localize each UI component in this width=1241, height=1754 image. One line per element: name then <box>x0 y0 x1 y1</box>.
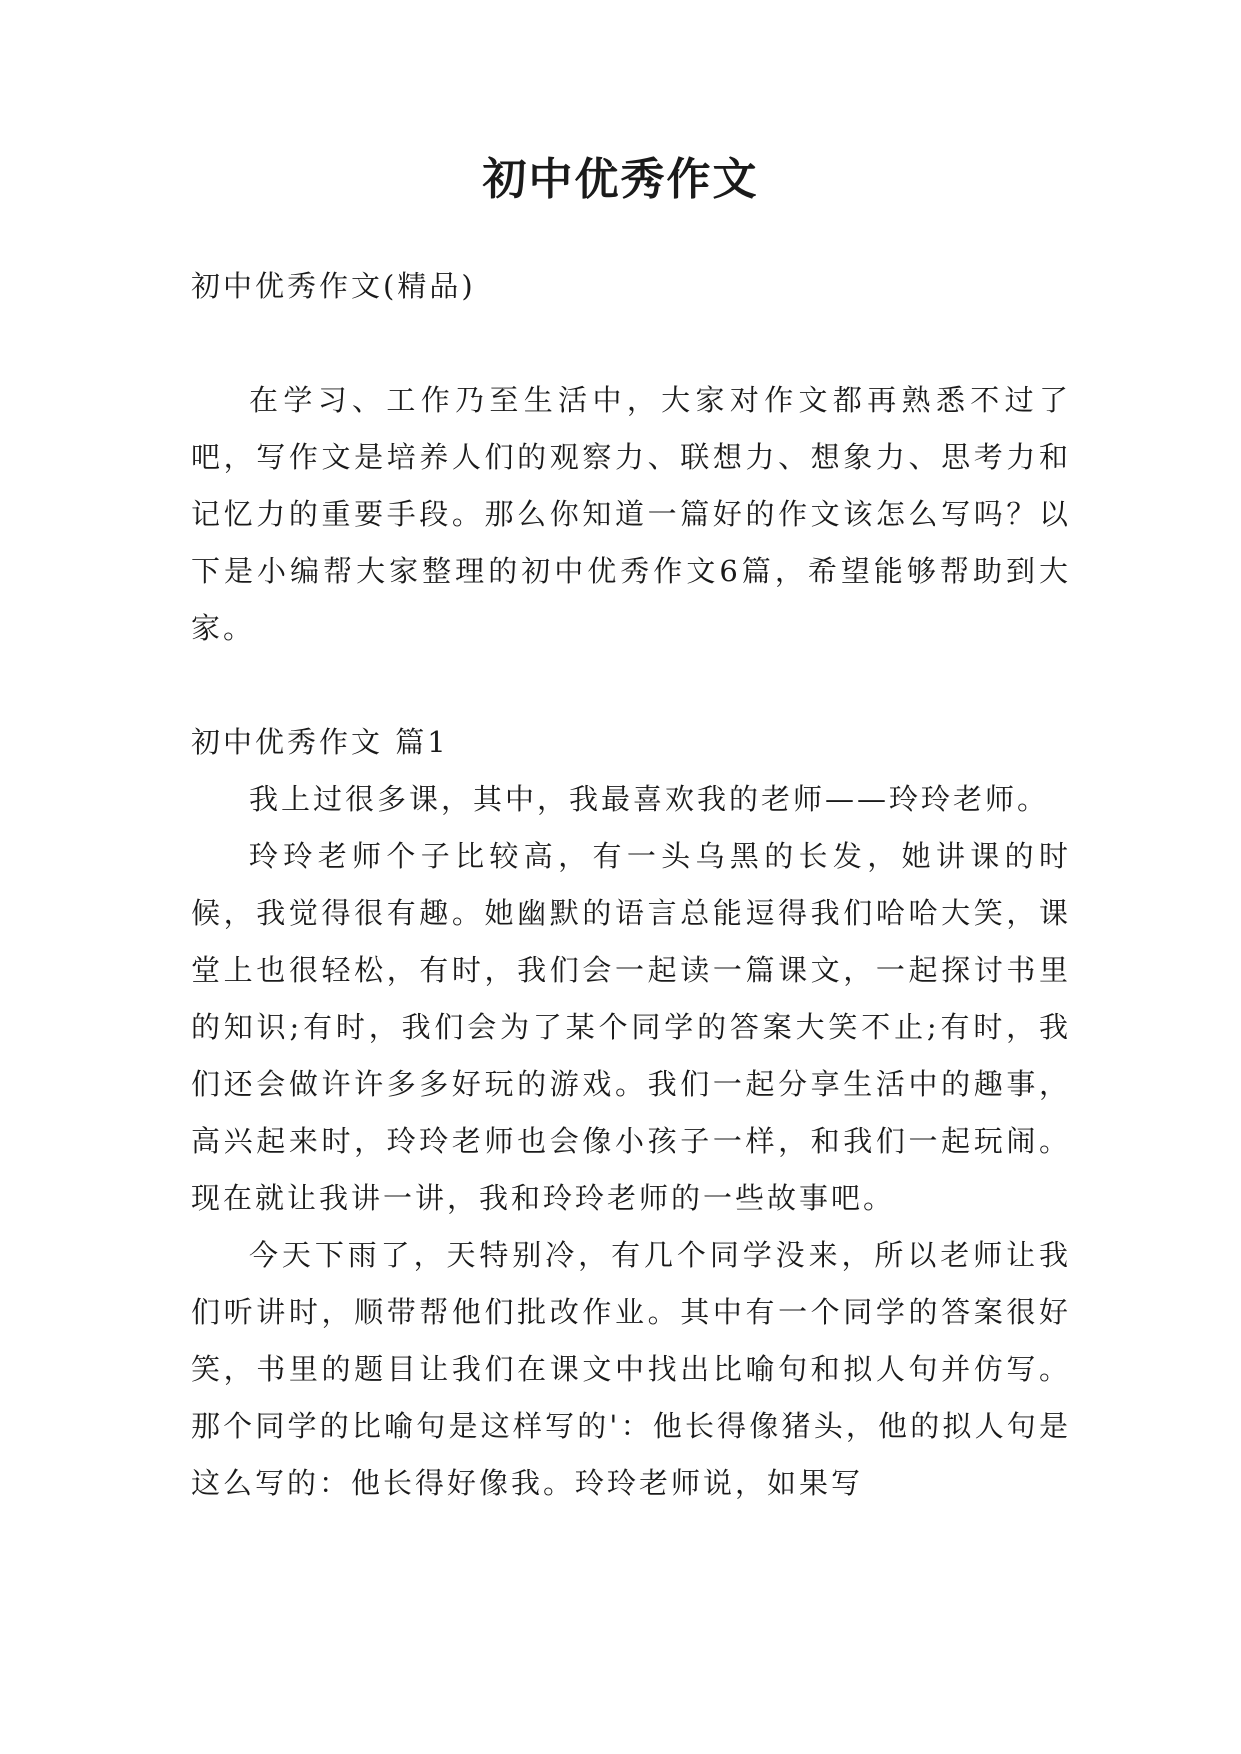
blank-line <box>191 315 1071 372</box>
section-heading: 初中优秀作文 篇1 <box>191 725 449 759</box>
body-paragraph: 玲玲老师个子比较高，有一头乌黑的长发，她讲课的时候，我觉得很有趣。她幽默的语言总能逗得我们哈哈大笑，课堂上也很轻松，有时，我们会一起读一篇课文，一起探讨书里的知识;有时，我们会为了某个同学的答案大笑不止;有时，我们还会做许许多多好玩的游戏。我们一起分享生活中的趣事，高兴起来时，玲玲老师也会像小孩子一样，和我们一起玩闹。现在就让我讲一讲，我和玲玲老师的一些故事吧。 <box>191 839 1071 1215</box>
intro-paragraph: 在学习、工作乃至生活中，大家对作文都再熟悉不过了吧，写作文是培养人们的观察力、联想力、想象力、思考力和记忆力的重要手段。那么你知道一篇好的作文该怎么写吗？以下是小编帮大家整理的初中优秀作文6篇，希望能够帮助到大家。 <box>191 383 1071 645</box>
body-paragraph: 今天下雨了，天特别冷，有几个同学没来，所以老师让我们听讲时，顺带帮他们批改作业。其中有一个同学的答案很好笑，书里的题目让我们在课文中找出比喻句和拟人句并仿写。那个同学的比喻句是这样写的'：他长得像猪头，他的拟人句是这么写的：他长得好像我。玲玲老师说，如果写 <box>191 1238 1071 1500</box>
document-subtitle: 初中优秀作文(精品) <box>191 269 476 303</box>
document-body <box>191 258 1071 1512</box>
body-paragraph: 我上过很多课，其中，我最喜欢我的老师——玲玲老师。 <box>249 782 1050 816</box>
blank-line <box>191 657 1071 714</box>
document-title: 初中优秀作文 <box>482 154 759 205</box>
